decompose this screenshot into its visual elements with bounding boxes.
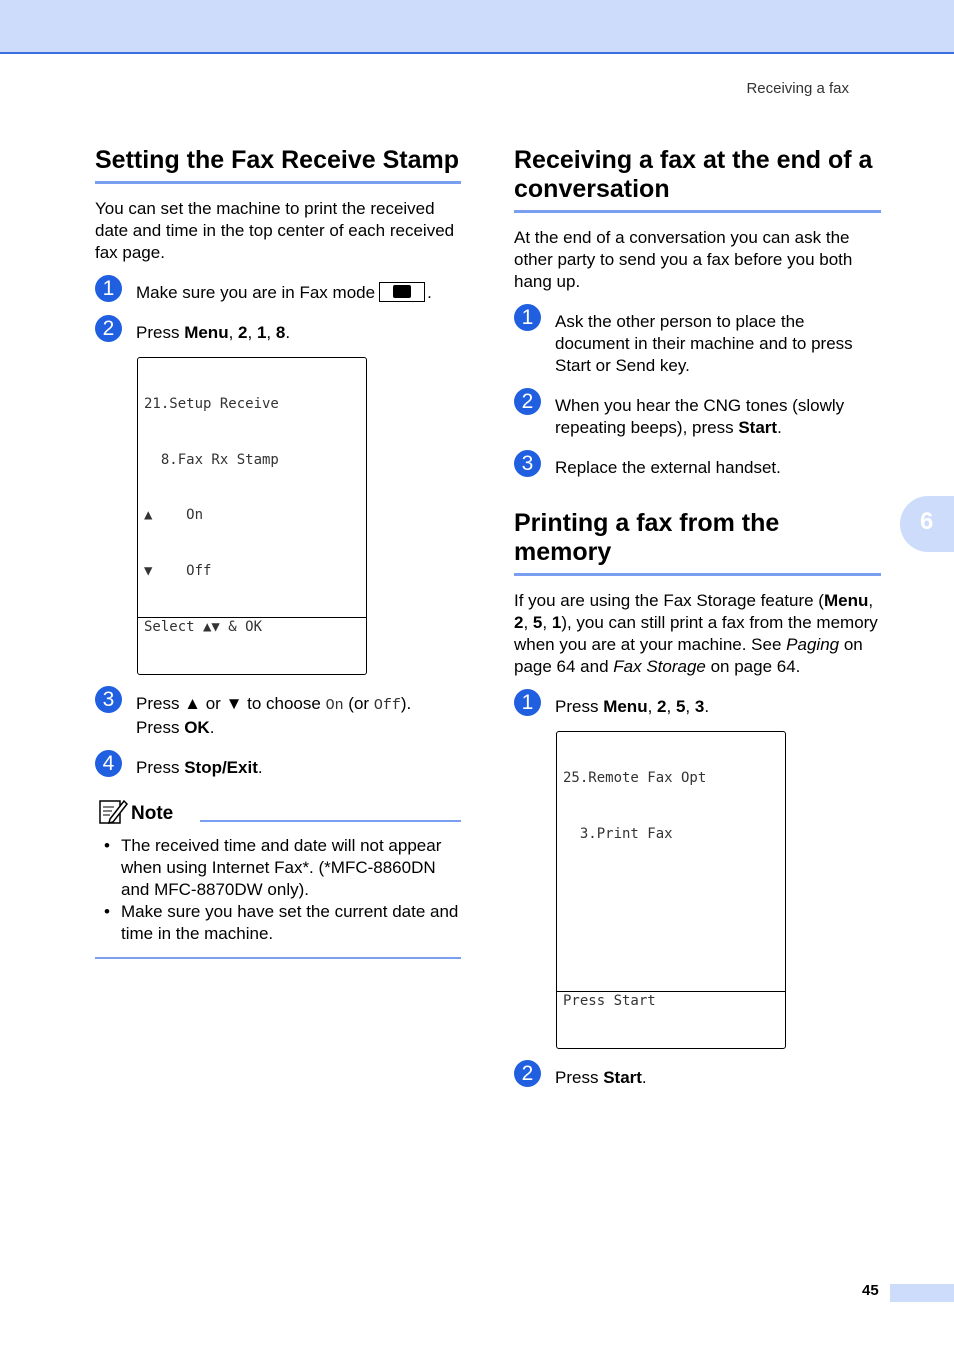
step-number: 2 — [95, 315, 122, 342]
page-number: 45 — [862, 1282, 879, 1299]
step-text: When you hear the CNG tones (slowly repeating beeps), press — [555, 396, 845, 437]
step-number: 1 — [95, 275, 122, 302]
lcd-line: 3.Print Fax — [563, 825, 673, 842]
step-number: 1 — [514, 304, 541, 331]
key-menu: Menu — [603, 697, 648, 716]
reference-fax-storage: Fax Storage — [613, 657, 706, 676]
running-head: Receiving a fax — [746, 80, 849, 97]
lcd-line: 8.Fax Rx Stamp — [144, 451, 279, 468]
step-text: Replace the external handset. — [555, 458, 781, 477]
step-text: Press — [136, 757, 185, 777]
section-intro: If you are using the Fax Storage feature (Menu, 2, 5, 1), you can still print a fax from the memory when you are at your machine. See Paging on page 64 and Fax Storage on page 64. — [514, 591, 878, 676]
left-column — [95, 146, 461, 959]
key-stop-exit: Stop/Exit — [184, 757, 258, 777]
key-menu: Menu — [184, 323, 229, 342]
step-3 — [514, 452, 881, 479]
key-3: 3 — [694, 697, 705, 716]
step-3: 3 Press ▲ or ▼ to choose On (or Off). Press OK. — [95, 693, 461, 739]
step-number: 3 — [95, 686, 122, 713]
lcd-display-remote-fax — [556, 731, 786, 1049]
step-4: 4 Press Stop/Exit. — [95, 757, 461, 779]
lcd-status-line: Select ▲▼ & OK — [138, 617, 366, 637]
lcd-line: 21.Setup Receive — [144, 396, 279, 412]
key-start: Start — [603, 1067, 642, 1087]
step-text: Ask the other person to place the document in their machine and to press Start or Send key. — [555, 312, 853, 375]
step-text: Make sure you are in Fax mode — [136, 283, 376, 302]
step-2: 2 When you hear the CNG tones (slowly repeating beeps), press Start. — [514, 395, 881, 439]
key-2: 2 — [238, 323, 248, 342]
step-1: 1 Make sure you are in Fax mode . — [95, 282, 461, 304]
chapter-number: 6 — [920, 508, 934, 535]
step-number: 4 — [95, 750, 122, 777]
step-1: 1 Press Menu, 2, 5, 3. — [514, 696, 881, 718]
section-title-receive-end-conversation: Receiving a fax at the end of a conversation — [514, 146, 881, 213]
reference-paging: Paging — [786, 635, 840, 654]
step-2: 2 Press Start. — [514, 1067, 881, 1089]
option-on: On — [325, 696, 344, 714]
section-title-fax-receive-stamp: Setting the Fax Receive Stamp — [95, 146, 461, 184]
note-label: Note — [131, 802, 174, 824]
note-item: • The received time and date will not appear when using Internet Fax*. (*MFC-8860DN and MFC-8870DW only). — [95, 835, 461, 901]
step-number: 3 — [514, 450, 541, 477]
step-text: Press — [136, 323, 185, 342]
step-number: 1 — [514, 689, 541, 716]
step-1 — [514, 306, 881, 377]
lcd-line — [557, 936, 785, 955]
lcd-line: 25.Remote Fax Opt — [563, 770, 707, 786]
step-text: Press — [555, 697, 604, 716]
section-intro: At the end of a conversation you can ask the other party to send you a fax before you both hang up. — [514, 228, 853, 291]
lcd-status-line: Press Start — [557, 991, 785, 1011]
chapter-tab — [900, 496, 954, 552]
note-item: • Make sure you have set the current date and time in the machine. — [95, 901, 461, 945]
key-2: 2 — [657, 697, 667, 716]
key-1: 1 — [256, 323, 267, 342]
header-bar — [0, 0, 954, 54]
step-text: Press — [555, 1067, 604, 1087]
fax-key-icon — [379, 282, 425, 302]
key-5: 5 — [675, 697, 686, 716]
footer-bar — [890, 1284, 954, 1302]
step-2: 2 Press Menu, 2, 1, 8. — [95, 322, 461, 344]
lcd-line: ▼ Off — [144, 562, 212, 579]
note-pencil-icon — [98, 797, 128, 825]
key-start: Start — [738, 418, 778, 437]
section-title-print-from-memory: Printing a fax from the memory — [514, 509, 881, 576]
lcd-line — [557, 880, 785, 899]
step-number: 2 — [514, 1060, 541, 1087]
lcd-display-setup-receive — [137, 357, 367, 675]
key-8: 8 — [275, 323, 286, 342]
note-list — [95, 835, 461, 945]
section-intro: You can set the machine to print the received date and time in the top center of each received fax page. — [95, 199, 455, 262]
note-box — [95, 797, 461, 959]
option-off: Off — [373, 696, 401, 714]
step-number: 2 — [514, 388, 541, 415]
key-ok: OK — [184, 717, 210, 737]
right-column — [514, 146, 881, 1089]
step-text: Press ▲ or ▼ to choose — [136, 693, 326, 713]
lcd-line: ▲ On — [144, 507, 204, 523]
